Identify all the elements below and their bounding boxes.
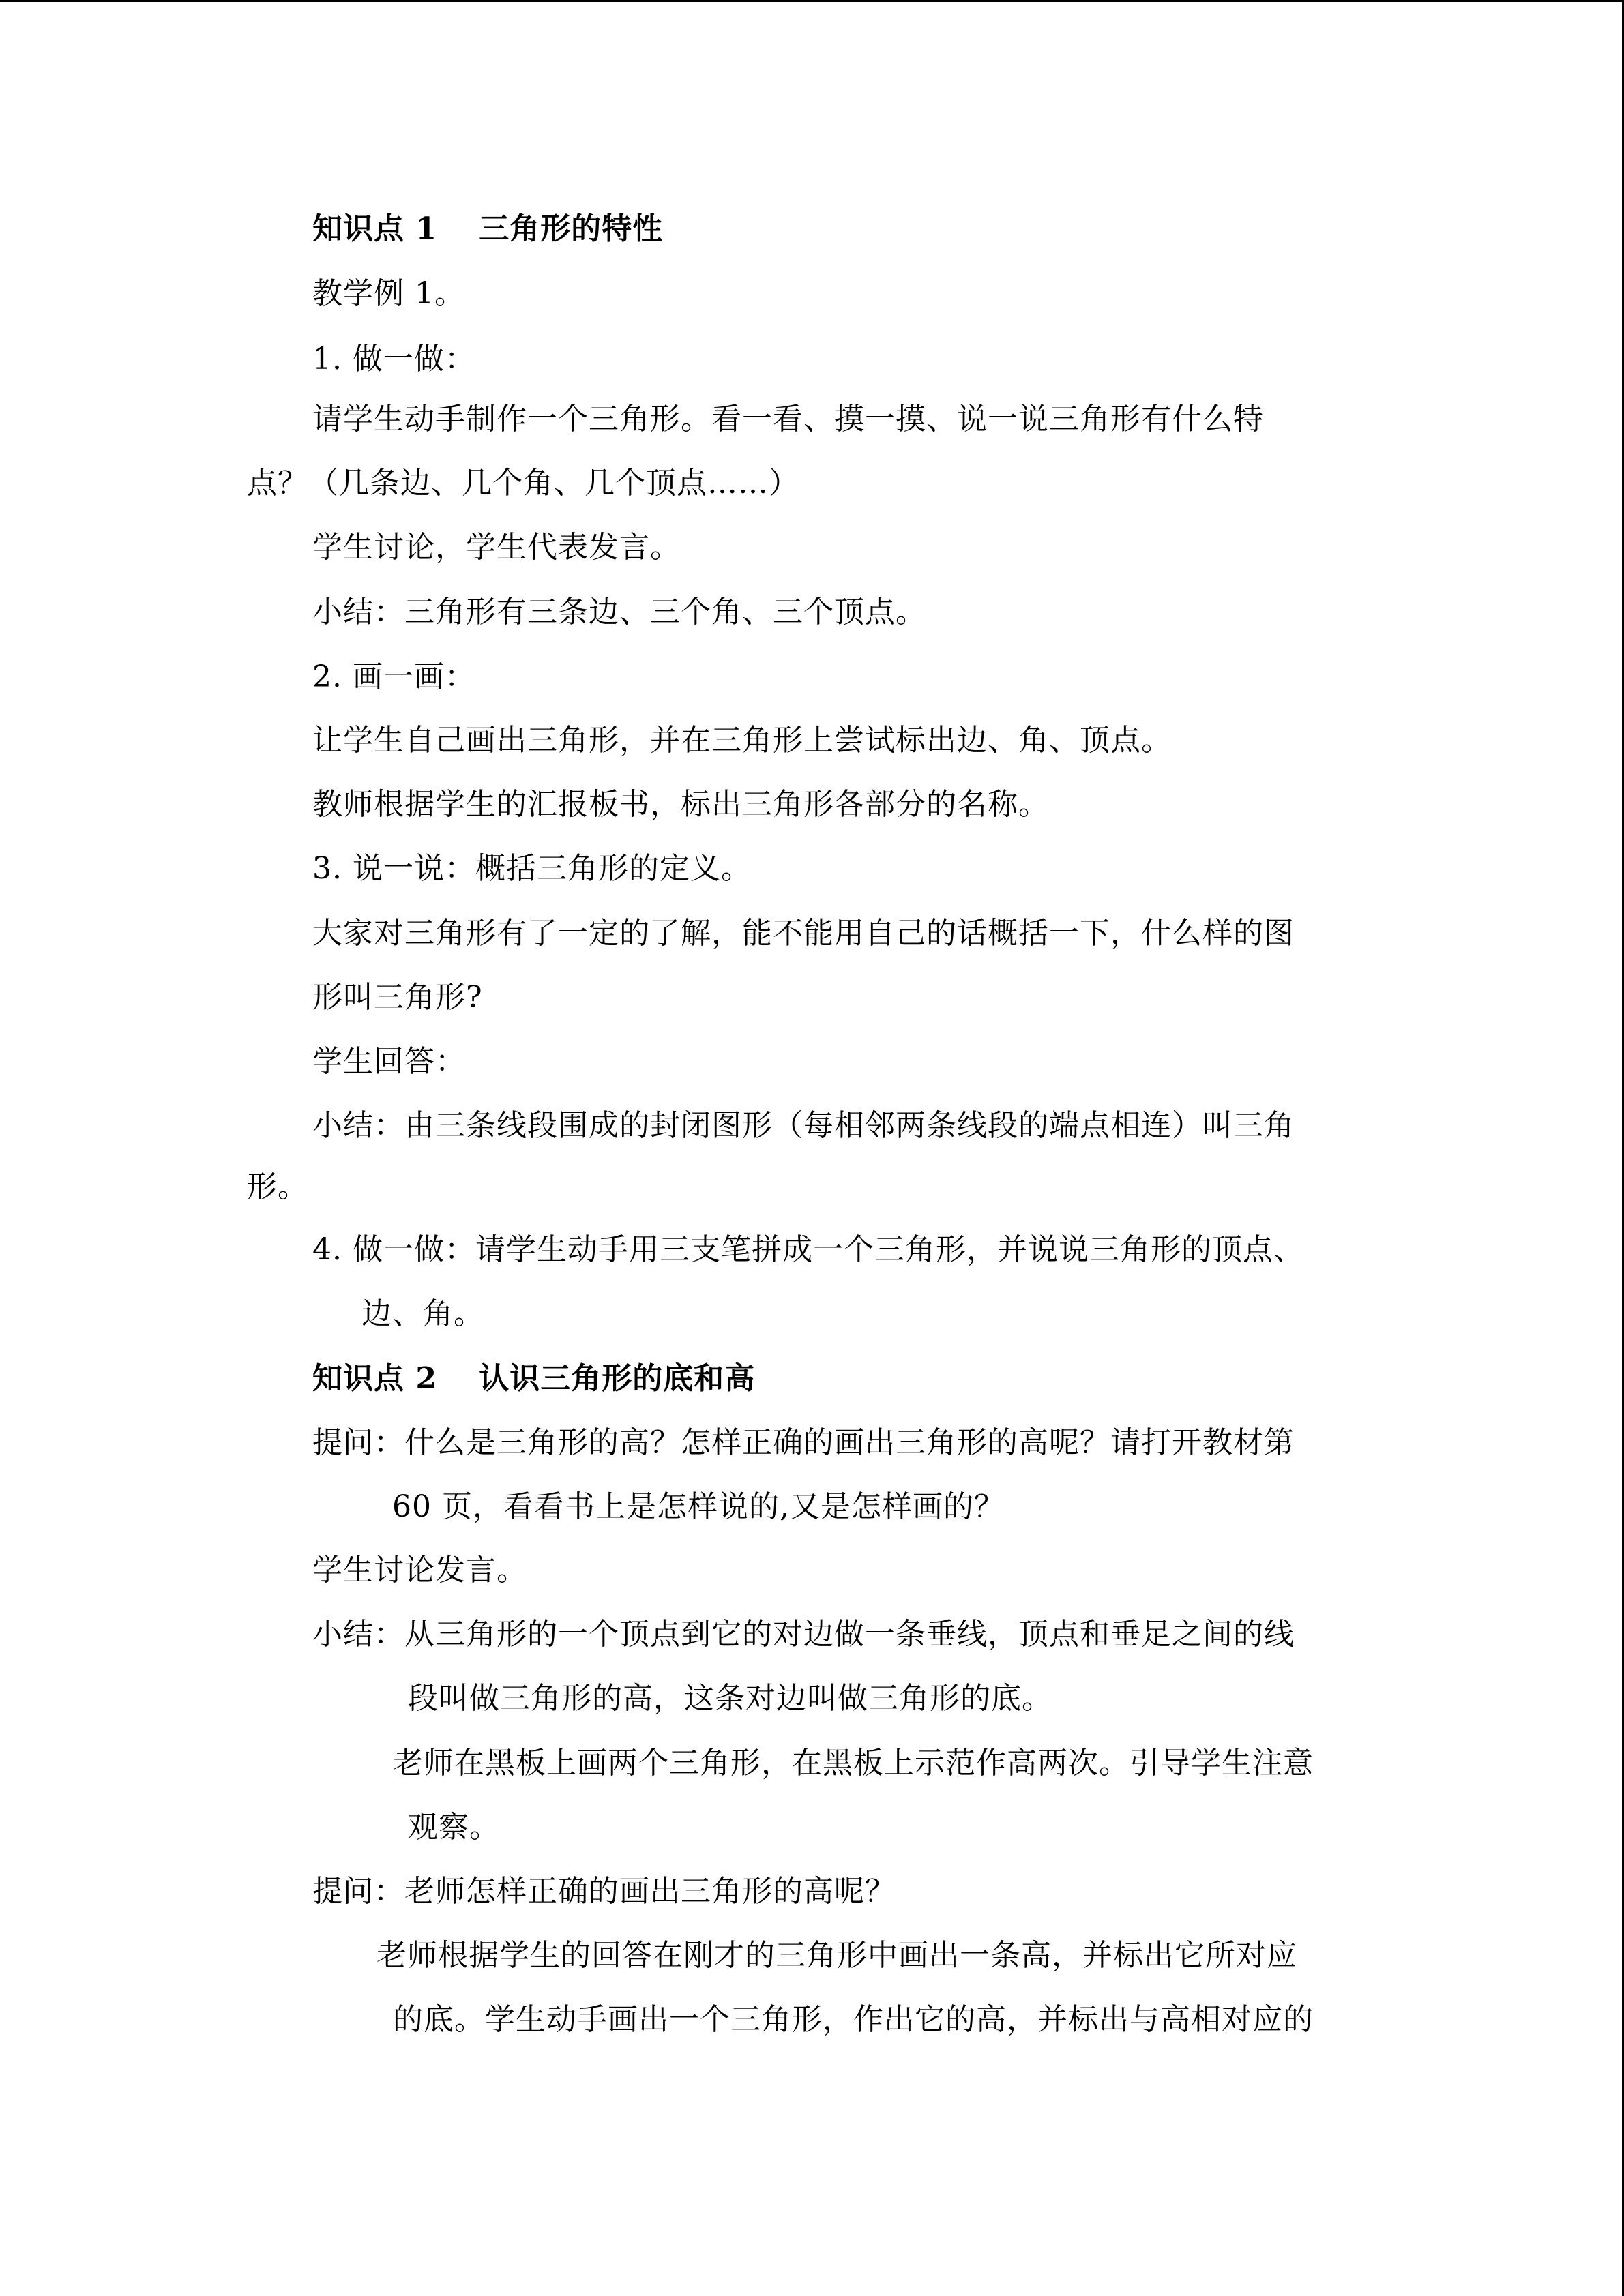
paragraph-line: 教师根据学生的汇报板书，标出三角形各部分的名称。	[312, 787, 1049, 822]
page-top-border	[0, 0, 1624, 2]
paragraph-line: 学生讨论，学生代表发言。	[312, 530, 681, 565]
paragraph-line: 点？（几条边、几个角、几个顶点……）	[247, 466, 799, 501]
paragraph-line: 老师在黑板上画两个三角形，在黑板上示范作高两次。引导学生注意	[393, 1746, 1314, 1780]
paragraph-line: 小结：由三条线段围成的封闭图形（每相邻两条线段的端点相连）叫三角	[312, 1108, 1295, 1143]
heading-knowledge-point-2: 知识点 2 认识三角形的底和高	[312, 1361, 756, 1396]
paragraph-line: 提问：老师怎样正确的画出三角形的高呢？	[312, 1874, 896, 1909]
paragraph-line: 提问：什么是三角形的高？怎样正确的画出三角形的高呢？请打开教材第	[312, 1425, 1295, 1460]
paragraph-line: 2. 画一画：	[312, 659, 475, 694]
paragraph-line: 教学例 1。	[312, 276, 465, 311]
paragraph-line: 形。	[247, 1169, 308, 1204]
paragraph-line: 大家对三角形有了一定的了解，能不能用自己的话概括一下，什么样的图	[312, 916, 1295, 951]
paragraph-line: 请学生动手制作一个三角形。看一看、摸一摸、说一说三角形有什么特	[312, 402, 1264, 436]
paragraph-line: 3. 说一说：概括三角形的定义。	[312, 851, 752, 886]
paragraph-line: 边、角。	[361, 1296, 484, 1331]
paragraph-line: 学生讨论发言。	[312, 1553, 527, 1587]
paragraph-line: 小结：三角形有三条边、三个角、三个顶点。	[312, 595, 926, 629]
paragraph-line: 的底。学生动手画出一个三角形，作出它的高，并标出与高相对应的	[393, 2002, 1314, 2037]
paragraph-line: 4. 做一做：请学生动手用三支笔拼成一个三角形，并说说三角形的顶点、	[312, 1232, 1304, 1267]
paragraph-line: 形叫三角形?	[312, 980, 483, 1015]
paragraph-line: 60 页，看看书上是怎样说的,又是怎样画的？	[392, 1489, 1005, 1524]
paragraph-line: 小结：从三角形的一个顶点到它的对边做一条垂线，顶点和垂足之间的线	[312, 1617, 1295, 1652]
paragraph-line: 段叫做三角形的高，这条对边叫做三角形的底。	[408, 1681, 1052, 1716]
paragraph-line: 让学生自己画出三角形，并在三角形上尝试标出边、角、顶点。	[312, 723, 1172, 758]
paragraph-line: 学生回答：	[312, 1044, 466, 1079]
paragraph-line: 观察。	[408, 1810, 500, 1845]
paragraph-line: 老师根据学生的回答在刚才的三角形中画出一条高，并标出它所对应	[377, 1938, 1297, 1973]
heading-knowledge-point-1: 知识点 1 三角形的特性	[312, 211, 664, 246]
paragraph-line: 1. 做一做：	[312, 342, 475, 376]
